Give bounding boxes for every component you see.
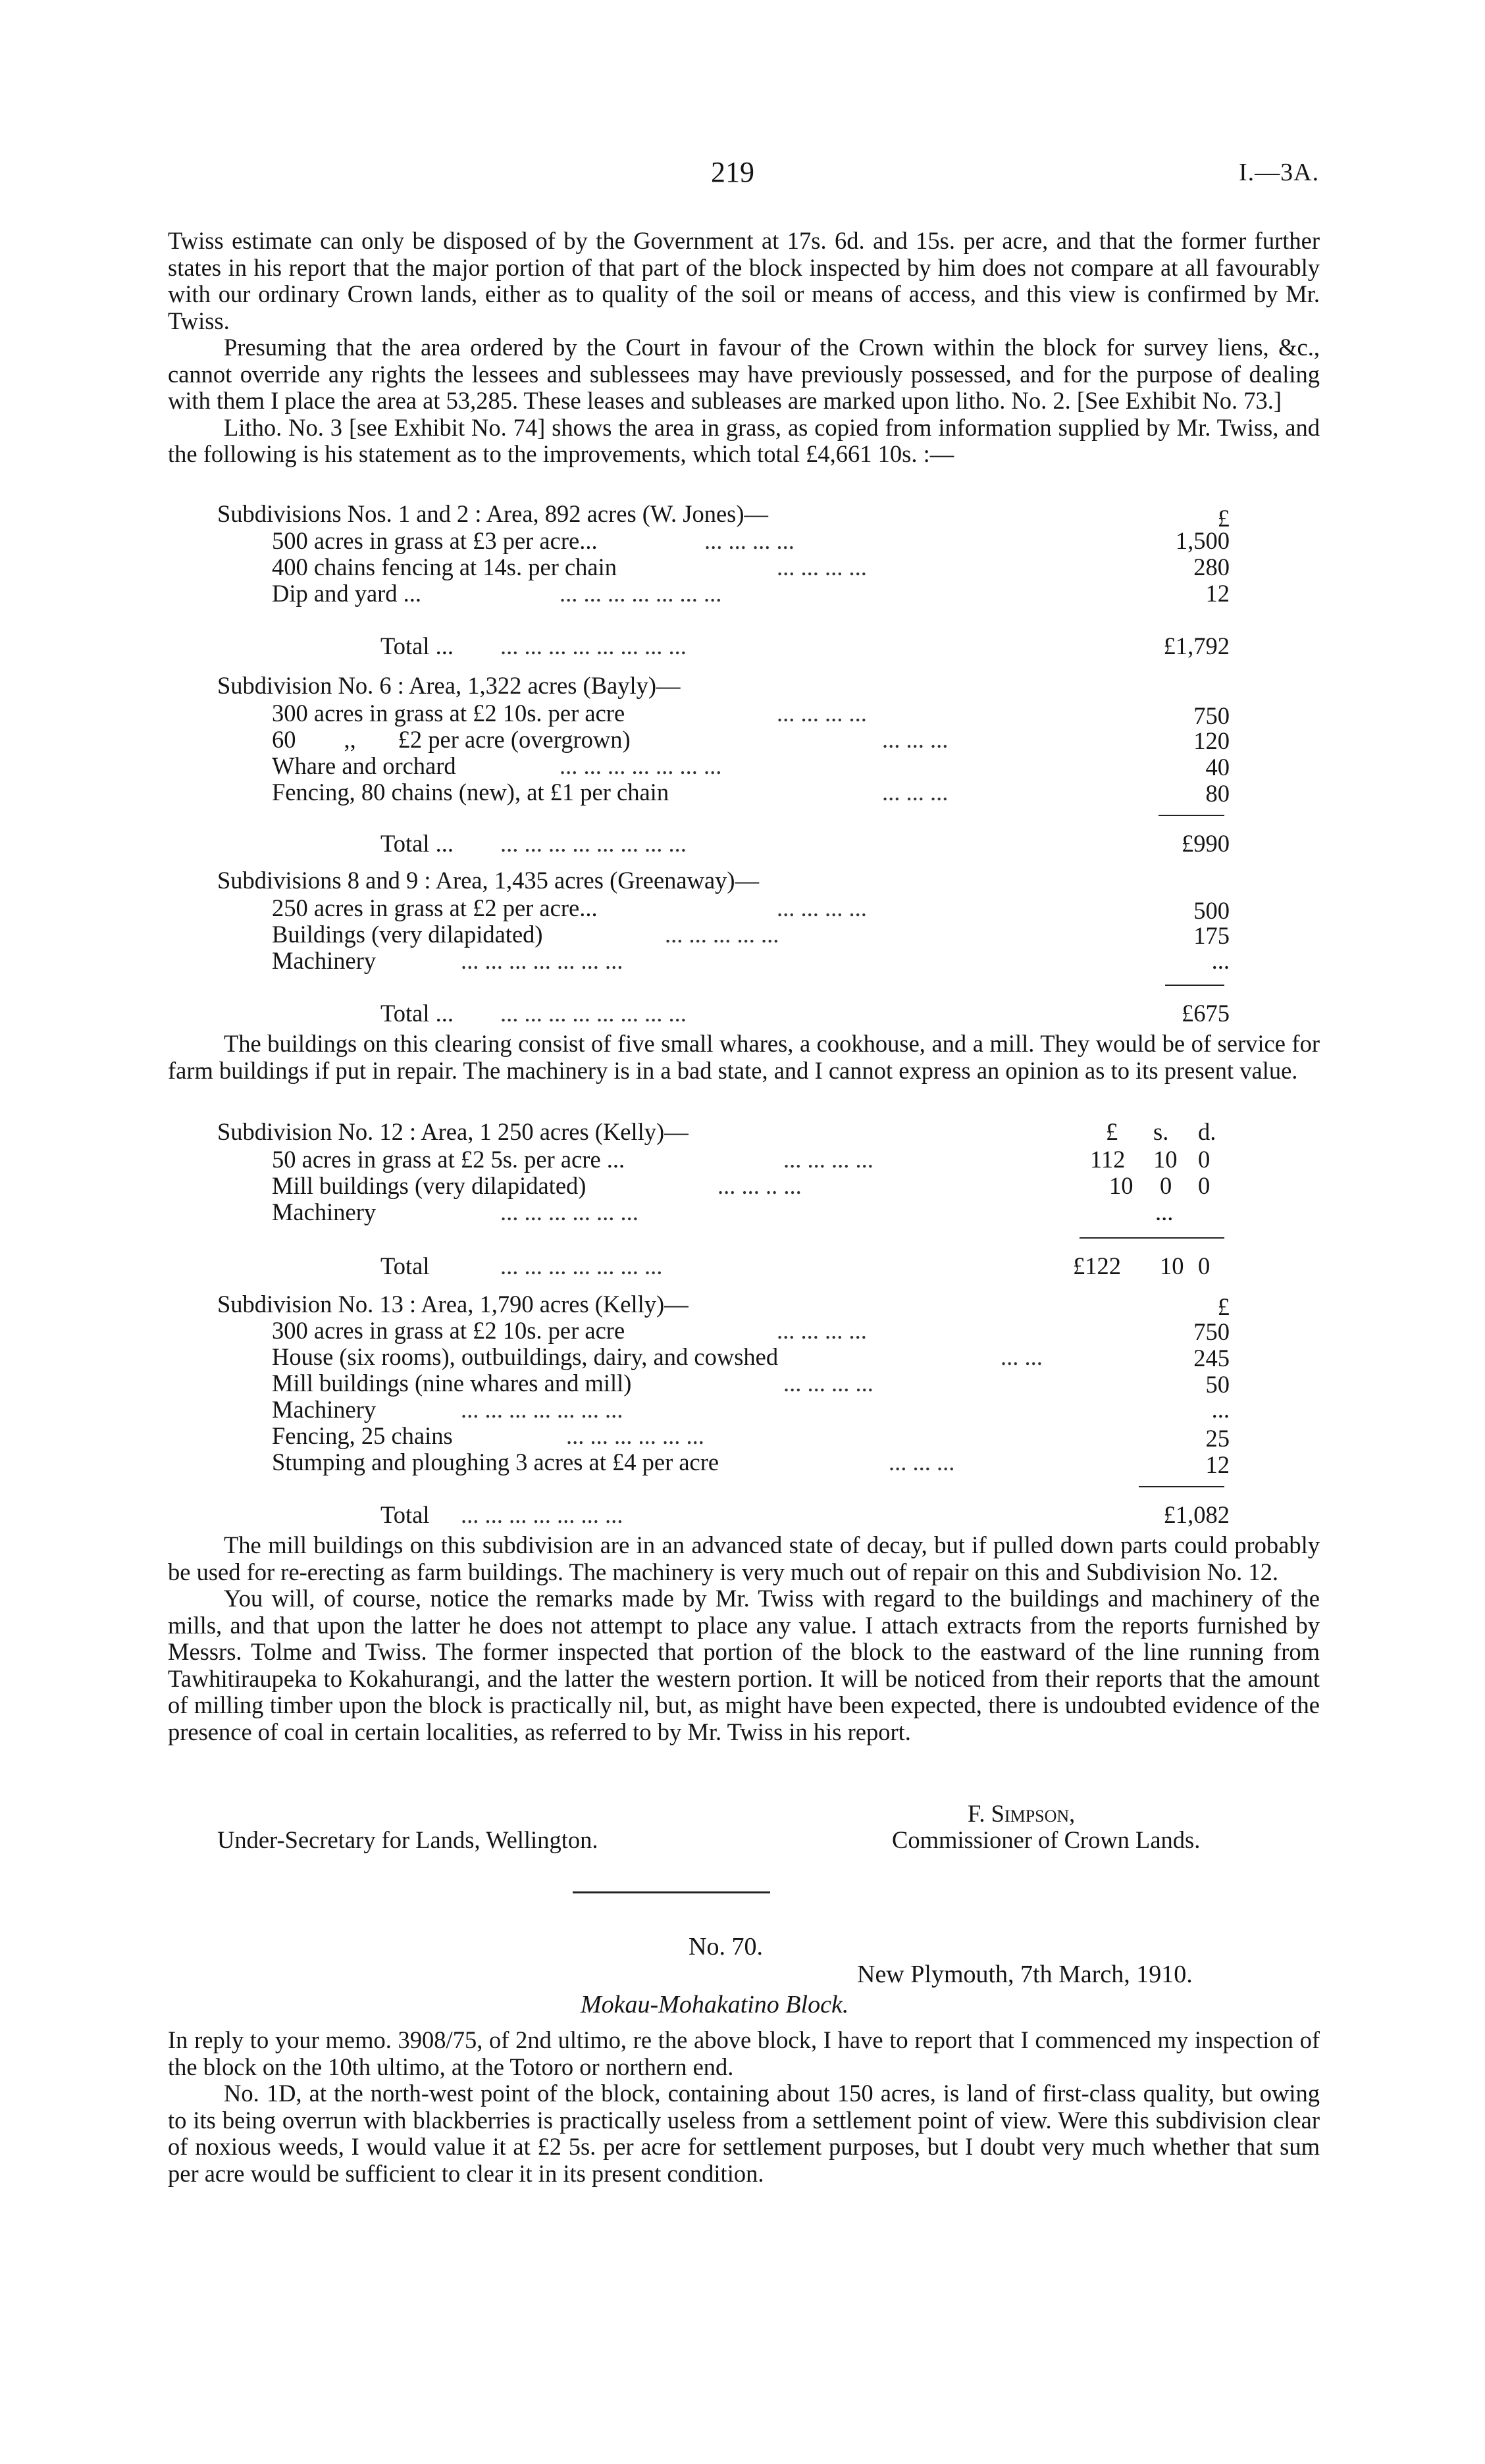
signatory-name: F. Simpson, (968, 1800, 1076, 1827)
sub6-item-2-label: 60 ,, £2 per acre (overgrown) (272, 726, 631, 753)
leader-dots: ... ... .. ... (717, 1172, 802, 1199)
document-reference: I.—3A. (1239, 159, 1320, 186)
sub6-item-1-label: 300 acres in grass at £2 10s. per acre (272, 700, 625, 727)
intro-text (168, 228, 1320, 468)
signatory-title: Commissioner of Crown Lands. (892, 1826, 1201, 1853)
leader-dots: ... ... ... ... (777, 894, 867, 921)
sub1-item-3-label: Dip and yard ... (272, 580, 422, 607)
sub13-item-2-amount: 245 (1193, 1345, 1230, 1372)
leader-dots: ... ... ... ... (777, 1317, 867, 1344)
sub8-item-2-amount: 175 (1193, 922, 1230, 949)
leader-dots: ... ... ... ... ... ... (500, 1198, 638, 1225)
sub12-item-1-pounds: 112 (1090, 1146, 1126, 1173)
sub6-item-4-label: Fencing, 80 chains (new), at £1 per chain (272, 779, 669, 806)
letter-subject: Mokau-Mohakatino Block. (581, 1991, 849, 2018)
sub12-total-shillings: 10 (1160, 1252, 1184, 1279)
leader-dots: ... ... ... ... ... ... ... ... (500, 830, 687, 857)
leader-dots: ... ... ... ... ... ... (566, 1422, 704, 1449)
sub12-item-1-label: 50 acres in grass at £2 5s. per acre ... (272, 1146, 625, 1173)
sub12-item-3-label: Machinery (272, 1198, 377, 1225)
sub12-total-label: Total (380, 1252, 430, 1279)
sub13-item-3-label: Mill buildings (nine whares and mill) (272, 1370, 632, 1397)
leader-dots: ... ... ... ... (704, 527, 795, 554)
sub13-item-5-amount: 25 (1205, 1425, 1230, 1452)
leader-dots: ... ... ... ... ... ... ... (560, 752, 722, 779)
leader-dots: ... ... ... ... ... ... ... ... (500, 632, 687, 659)
page-number: 219 (711, 156, 754, 188)
sub6-total-label: Total ... (380, 830, 454, 857)
sub8-total-label: Total ... (380, 1000, 454, 1027)
sub13-item-4-amount: ... (1211, 1396, 1230, 1423)
sub13-item-6-amount: 12 (1205, 1451, 1230, 1478)
section-separator (573, 1891, 770, 1893)
letter-paragraph-1: In reply to your memo. 3908/75, of 2nd ultimo, re the above block, I have to report that I commenced my inspection of the block on the 10th ultimo, at the Totoro or northern end. (168, 2026, 1320, 2080)
sub8-item-3-label: Machinery (272, 947, 377, 974)
sub6-item-4-amount: 80 (1205, 780, 1230, 807)
sub12-total-pounds: £122 (1073, 1252, 1121, 1279)
intro-paragraph-3: Litho. No. 3 [see Exhibit No. 74] shows the area in grass, as copied from information supplied by Mr. Twiss, and the following is his statement as to the improvements, which total £4,661 10s. :— (168, 413, 1320, 467)
sub1-item-1-label: 500 acres in grass at £3 per acre... (272, 527, 598, 554)
closing-paragraph-1: The mill buildings on this subdivision are in an advanced state of decay, but if pulled down parts could probably be used for re-erecting as farm buildings. The machinery is very much out of repair on this and Subdivision No. 12. (168, 1531, 1320, 1585)
sub6-item-3-label: Whare and orchard (272, 752, 456, 779)
sub12-item-2-pence: 0 (1198, 1172, 1211, 1199)
sub12-item-3-pounds: ... (1155, 1198, 1174, 1225)
sub6-item-3-amount: 40 (1205, 754, 1230, 781)
sub1-item-3-amount: 12 (1205, 580, 1230, 607)
closing-paragraph-2: You will, of course, notice the remarks made by Mr. Twiss with regard to the buildings and machinery of the mills, and that upon the latter he does not attempt to place any value. I attach extracts from the reports furnished by Messrs. Tolme and Twiss. The former inspected that portion of the block to the eastward of the line running from Tawhitiraupeka to Kokahurangi, and the latter the western portion. It will be noticed from their reports that the amount of milling timber upon the block is practically nil, but, as might have been expected, there is undoubted evidence of the presence of coal in certain localities, as referred to by Mr. Twiss in his report. (168, 1585, 1320, 1745)
sub12-head-shillings: s. (1153, 1118, 1169, 1145)
sub12-head-pence: d. (1198, 1118, 1216, 1145)
sub13-item-4-label: Machinery (272, 1396, 377, 1423)
leader-dots: ... ... ... ... (783, 1146, 873, 1173)
leader-dots: ... ... ... ... (783, 1370, 873, 1397)
total-rule (1139, 1486, 1224, 1487)
sub1-item-2-amount: 280 (1193, 553, 1230, 580)
sub8-item-1-label: 250 acres in grass at £2 per acre... (272, 894, 598, 921)
sub13-item-6-label: Stumping and ploughing 3 acres at £4 per acre (272, 1449, 719, 1476)
leader-dots: ... ... ... (882, 726, 949, 753)
leader-dots: ... ... ... ... ... ... ... (500, 1252, 663, 1279)
total-rule (1165, 985, 1224, 986)
sub8-item-2-label: Buildings (very dilapidated) (272, 921, 543, 948)
sub12-item-2-pounds: 10 (1109, 1172, 1133, 1199)
sub1-heading: Subdivisions Nos. 1 and 2 : Area, 892 acres (W. Jones)— (217, 500, 769, 527)
sub6-item-2-amount: 120 (1193, 727, 1230, 754)
leader-dots: ... ... ... ... ... ... ... (461, 947, 623, 974)
sub13-total-label: Total (380, 1501, 430, 1528)
leader-dots: ... ... ... ... ... (665, 921, 779, 948)
sub8-total: £675 (1182, 1000, 1230, 1027)
total-rule (1159, 815, 1224, 816)
leader-dots: ... ... ... ... ... ... ... (461, 1501, 623, 1528)
sub6-item-1-amount: 750 (1193, 702, 1230, 729)
total-rule (1080, 1237, 1224, 1239)
leader-dots: ... ... ... ... ... ... ... (461, 1396, 623, 1423)
sub13-heading: Subdivision No. 13 : Area, 1,790 acres (Kelly)— (217, 1291, 689, 1318)
sub6-heading: Subdivision No. 6 : Area, 1,322 acres (Bayly)— (217, 672, 681, 699)
letter-number: No. 70. (689, 1933, 763, 1961)
sub1-currency-head: £ (1217, 505, 1230, 532)
sub12-total-pence: 0 (1198, 1252, 1211, 1279)
leader-dots: ... ... (1001, 1343, 1043, 1370)
sub8-item-3-amount: ... (1211, 947, 1230, 974)
intro-paragraph-2: Presuming that the area ordered by the Court in favour of the Crown within the block for survey liens, &c., cannot override any rights the lessees and sublessees may have previously possessed, and for the purpose of dealing with them I place the area at 53,285. These leases and subleases are marked upon litho. No. 2. [See Exhibit No. 73.] (168, 334, 1320, 414)
sub13-item-2-label: House (six rooms), outbuildings, dairy, and cowshed (272, 1343, 779, 1370)
sub1-total: £1,792 (1163, 632, 1230, 659)
sub13-total: £1,082 (1163, 1501, 1230, 1528)
sub12-heading: Subdivision No. 12 : Area, 1 250 acres (Kelly)— (217, 1118, 689, 1145)
sub13-item-1-label: 300 acres in grass at £2 10s. per acre (272, 1317, 625, 1344)
sub12-head-pounds: £ (1106, 1118, 1118, 1145)
sub12-item-1-pence: 0 (1198, 1146, 1211, 1173)
sub8-heading: Subdivisions 8 and 9 : Area, 1,435 acres (Greenaway)— (217, 867, 760, 894)
sub1-item-1-amount: 1,500 (1175, 527, 1230, 554)
sub12-item-1-shillings: 10 (1153, 1146, 1178, 1173)
sub12-item-2-shillings: 0 (1160, 1172, 1172, 1199)
leader-dots: ... ... ... (889, 1449, 955, 1476)
letter-place-date: New Plymouth, 7th March, 1910. (857, 1961, 1193, 1988)
letter-body (168, 2027, 1320, 2187)
sub13-item-3-amount: 50 (1205, 1371, 1230, 1398)
sub13-item-1-amount: 750 (1193, 1318, 1230, 1345)
leader-dots: ... ... ... ... (777, 553, 867, 580)
mid-text (168, 1031, 1320, 1084)
leader-dots: ... ... ... ... (777, 700, 867, 727)
closing-text (168, 1532, 1320, 1745)
leader-dots: ... ... ... ... ... ... ... (560, 580, 722, 607)
sub8-item-1-amount: 500 (1193, 897, 1230, 924)
letter-paragraph-2: No. 1D, at the north-west point of the block, containing about 150 acres, is land of first-class quality, but owing to its being overrun with blackberries is practically useless from a settlement point of view. Were this subdivision clear of noxious weeds, I would value it at £2 5s. per acre for settlement purposes, but I doubt very much whether that sum per acre would be sufficient to clear it in its present condition. (168, 2080, 1320, 2187)
sub13-currency-head: £ (1217, 1293, 1230, 1320)
intro-paragraph-1: Twiss estimate can only be disposed of by the Government at 17s. 6d. and 15s. per acre, and that the former further states in his report that the major portion of that part of the block inspected by him does not compare at all favourably with our ordinary Crown lands, either as to quality of the soil or means of access, and this view is confirmed by Mr. Twiss. (168, 227, 1320, 334)
sub12-item-2-label: Mill buildings (very dilapidated) (272, 1172, 586, 1199)
sub1-total-label: Total ... (380, 632, 454, 659)
addressee: Under-Secretary for Lands, Wellington. (217, 1826, 598, 1853)
leader-dots: ... ... ... ... ... ... ... ... (500, 1000, 687, 1027)
sub1-item-2-label: 400 chains fencing at 14s. per chain (272, 553, 617, 580)
sub13-item-5-label: Fencing, 25 chains (272, 1422, 453, 1449)
leader-dots: ... ... ... (882, 779, 949, 806)
sub6-total: £990 (1182, 830, 1230, 857)
buildings-paragraph: The buildings on this clearing consist of five small whares, a cookhouse, and a mill. They would be of service for farm buildings if put in repair. The machinery is in a bad state, and I cannot express an opinion as to its present value. (168, 1030, 1320, 1084)
